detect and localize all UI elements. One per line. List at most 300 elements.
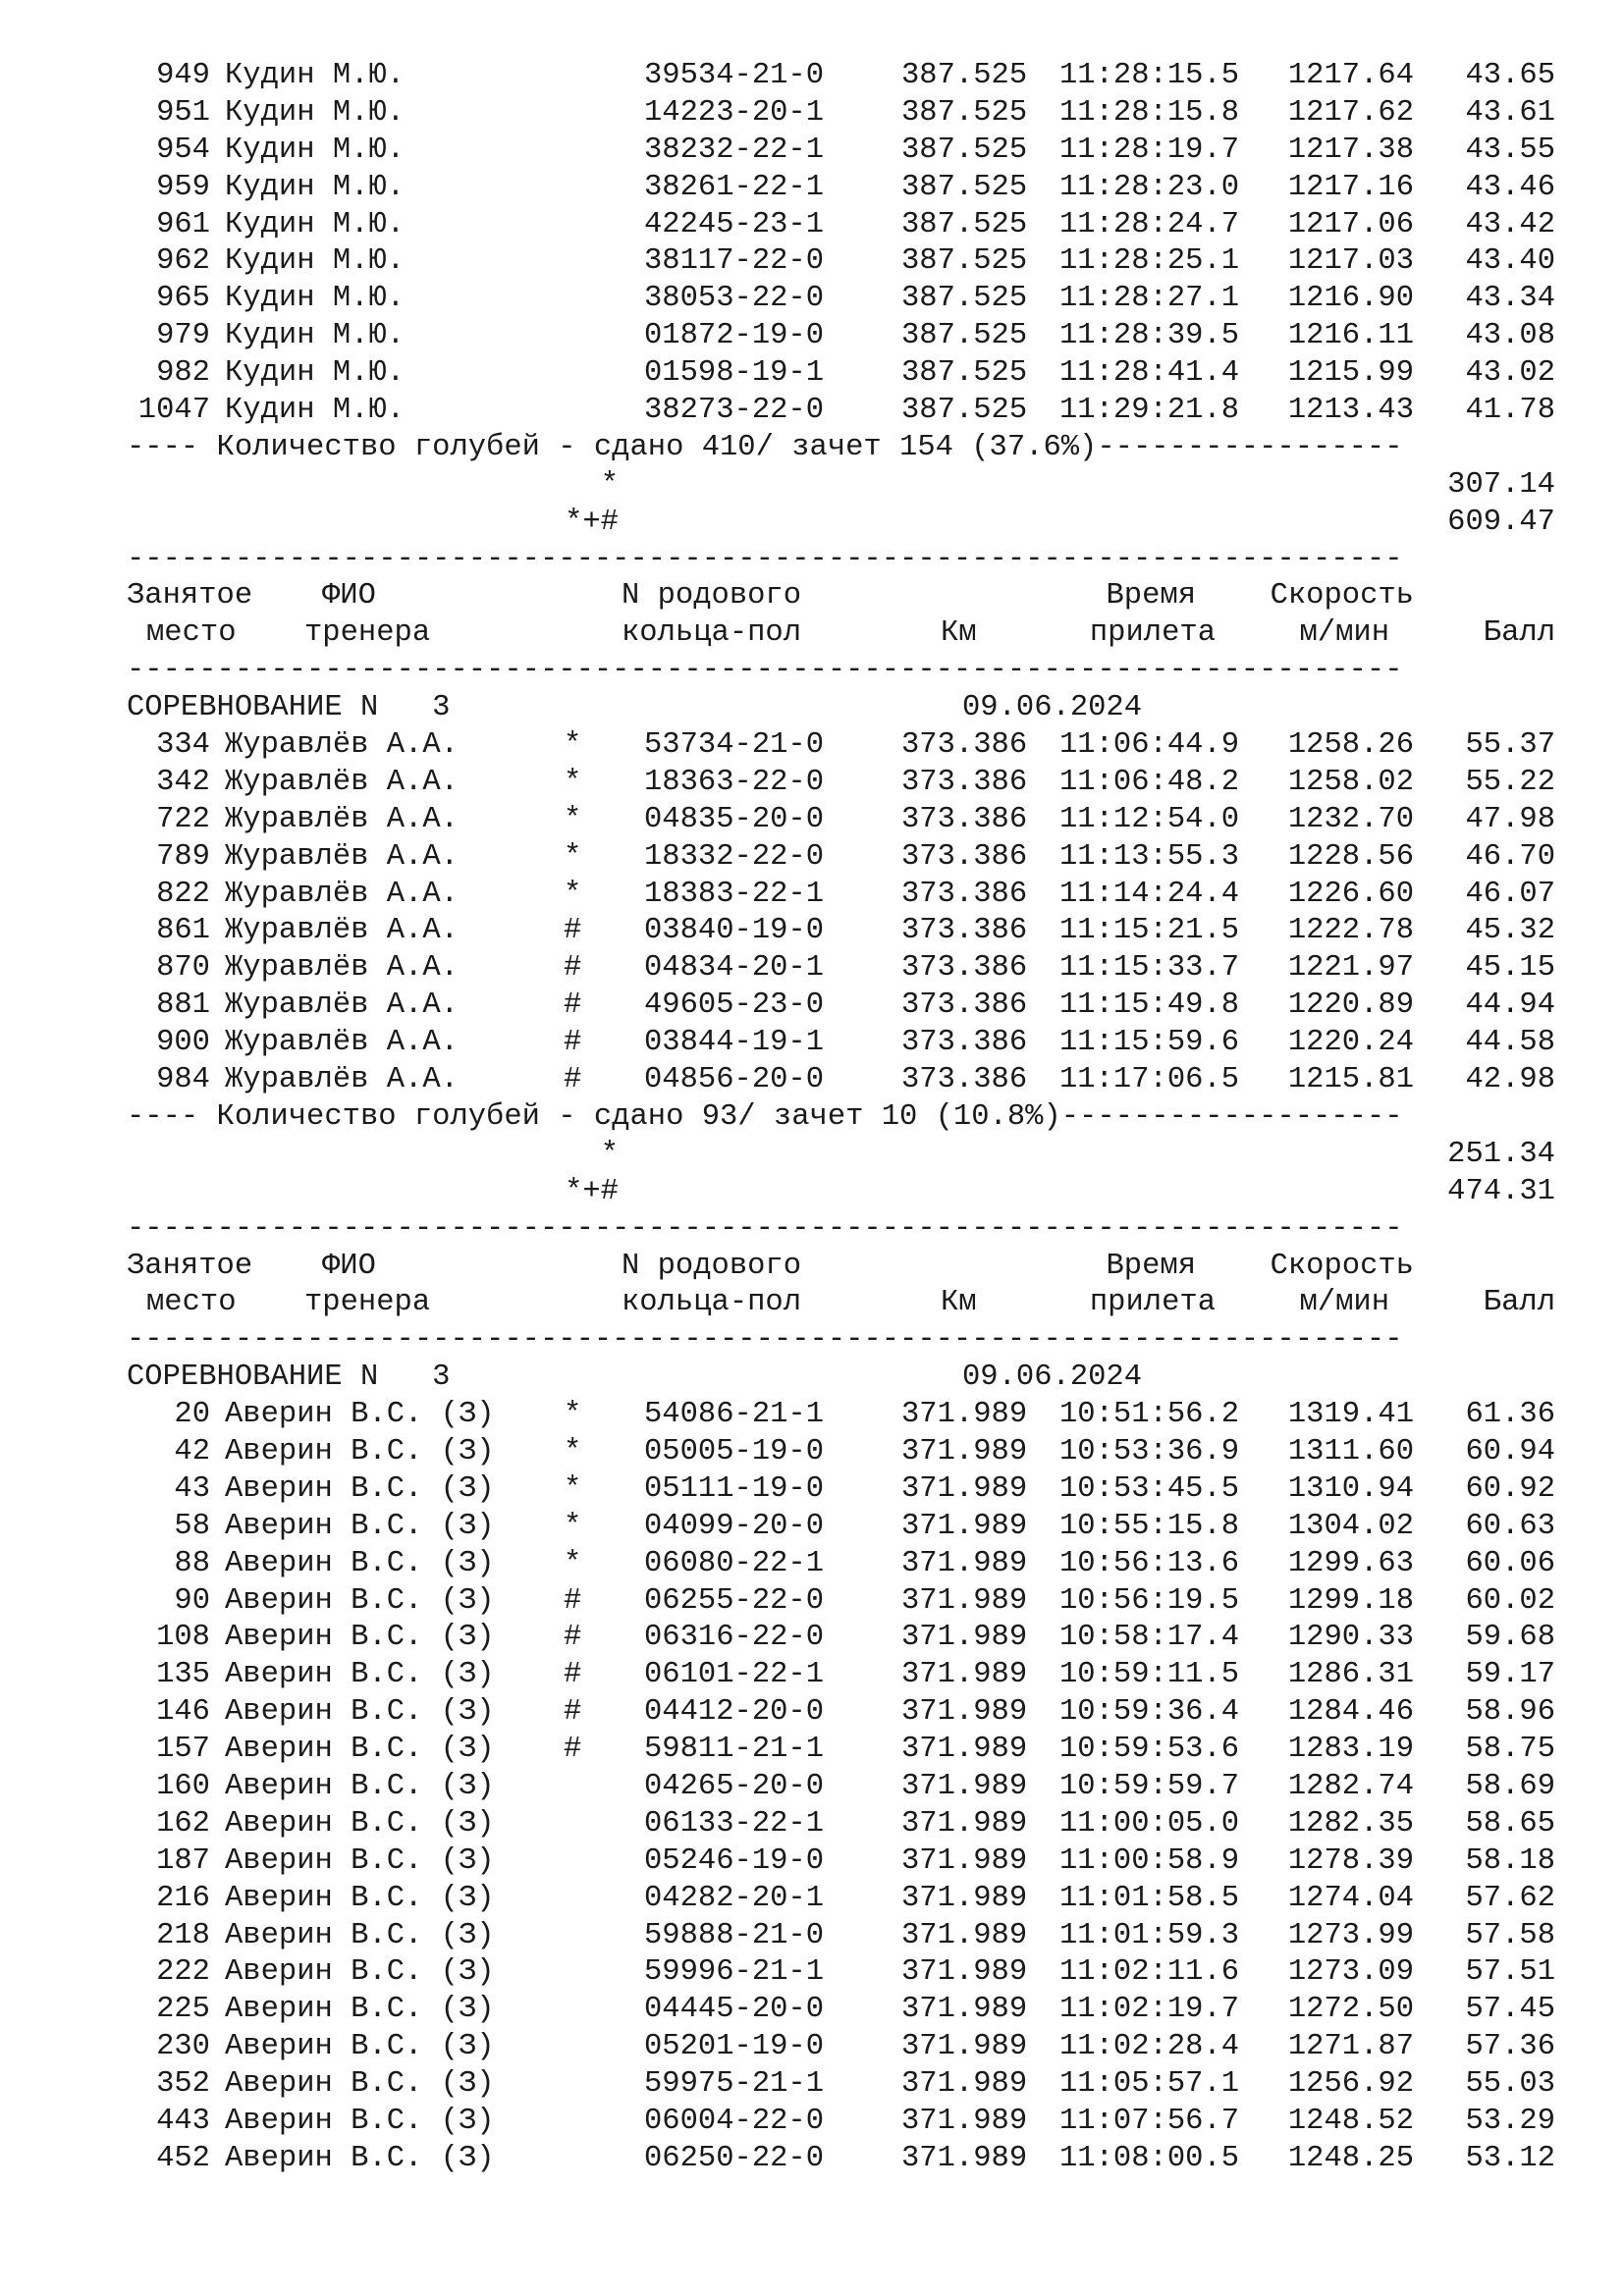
subtotal-label: *+# bbox=[565, 505, 619, 539]
header-row-2 bbox=[0, 1285, 1624, 1322]
score: 43.40 bbox=[1465, 244, 1555, 279]
speed: 1217.03 bbox=[1287, 244, 1414, 279]
score: 45.15 bbox=[1465, 951, 1555, 986]
trainer-name: Аверин В.С. (З) bbox=[225, 1843, 495, 1878]
distance-km: 371.989 bbox=[901, 1733, 1028, 1767]
distance-km: 371.989 bbox=[901, 1471, 1028, 1506]
distance-km: 387.525 bbox=[901, 319, 1028, 353]
subtotal-row bbox=[0, 1174, 1624, 1211]
speed: 1278.39 bbox=[1287, 1843, 1414, 1878]
distance-km: 373.386 bbox=[901, 1063, 1028, 1097]
score: 58.75 bbox=[1465, 1733, 1555, 1767]
table-row bbox=[0, 802, 1624, 839]
table-row bbox=[0, 1694, 1624, 1732]
trainer-name: Кудин М.Ю. bbox=[225, 59, 406, 92]
table-row bbox=[0, 355, 1624, 393]
distance-km: 373.386 bbox=[901, 988, 1028, 1023]
score: 58.18 bbox=[1465, 1843, 1555, 1878]
score: 46.07 bbox=[1465, 877, 1555, 911]
header-speed-2: м/мин bbox=[1299, 616, 1389, 651]
trainer-name: Журавлёв А.А. bbox=[225, 914, 459, 948]
arrival-time: 11:02:28.4 bbox=[1059, 2030, 1240, 2064]
competition-date: 09.06.2024 bbox=[962, 1361, 1143, 1395]
speed: 1319.41 bbox=[1287, 1398, 1414, 1432]
trainer-name: Аверин В.С. (З) bbox=[225, 1806, 495, 1841]
arrival-time: 11:00:05.0 bbox=[1059, 1806, 1240, 1841]
trainer-name: Аверин В.С. (З) bbox=[225, 1398, 495, 1432]
trainer-name: Аверин В.С. (З) bbox=[225, 1769, 495, 1803]
arrival-time: 10:55:15.8 bbox=[1059, 1509, 1240, 1543]
table-row bbox=[0, 1434, 1624, 1471]
place: 722 bbox=[156, 802, 210, 836]
table-row bbox=[0, 727, 1624, 765]
divider-text: ----------------------------------------------------------------------- bbox=[127, 1323, 1403, 1358]
arrival-time: 11:06:48.2 bbox=[1059, 765, 1240, 799]
trainer-name: Кудин М.Ю. bbox=[225, 356, 406, 391]
header-place: Занятое bbox=[127, 579, 253, 614]
ring-number: 06080-22-1 bbox=[644, 1546, 825, 1580]
speed: 1258.26 bbox=[1287, 728, 1414, 763]
arrival-time: 10:59:59.7 bbox=[1059, 1769, 1240, 1803]
speed: 1290.33 bbox=[1287, 1621, 1414, 1655]
distance-km: 387.525 bbox=[901, 59, 1028, 92]
trainer-name: Журавлёв А.А. bbox=[225, 802, 459, 836]
distance-km: 371.989 bbox=[901, 1583, 1028, 1618]
ring-number: 38053-22-0 bbox=[644, 282, 825, 316]
header-score: Балл bbox=[1483, 1286, 1555, 1320]
arrival-time: 10:56:19.5 bbox=[1059, 1583, 1240, 1618]
competition-title: СОРЕВНОВАНИЕ N 3 bbox=[127, 691, 451, 725]
place: 20 bbox=[174, 1398, 210, 1432]
place: 187 bbox=[156, 1843, 210, 1878]
header-time-2: прилета bbox=[1089, 1286, 1216, 1320]
speed: 1217.38 bbox=[1287, 133, 1414, 167]
mark: # bbox=[564, 1063, 582, 1097]
score: 58.65 bbox=[1465, 1806, 1555, 1841]
score: 60.94 bbox=[1465, 1434, 1555, 1468]
speed: 1256.92 bbox=[1287, 2067, 1414, 2102]
score: 47.98 bbox=[1465, 802, 1555, 836]
table-row bbox=[0, 1062, 1624, 1099]
score: 58.96 bbox=[1465, 1695, 1555, 1730]
distance-km: 371.989 bbox=[901, 1918, 1028, 1952]
distance-km: 371.989 bbox=[901, 1658, 1028, 1692]
distance-km: 387.525 bbox=[901, 207, 1028, 241]
speed: 1217.62 bbox=[1287, 95, 1414, 130]
summary-row bbox=[0, 1099, 1624, 1137]
speed: 1299.18 bbox=[1287, 1583, 1414, 1618]
speed: 1213.43 bbox=[1287, 394, 1414, 428]
mark: * bbox=[564, 802, 582, 836]
mark: * bbox=[564, 728, 582, 763]
ring-number: 06133-22-1 bbox=[644, 1806, 825, 1841]
header-row-2 bbox=[0, 615, 1624, 653]
table-row bbox=[0, 1620, 1624, 1657]
distance-km: 371.989 bbox=[901, 1881, 1028, 1915]
header-name-2: тренера bbox=[304, 616, 431, 651]
arrival-time: 10:59:11.5 bbox=[1059, 1658, 1240, 1692]
speed: 1220.89 bbox=[1287, 988, 1414, 1023]
arrival-time: 11:28:15.8 bbox=[1059, 95, 1240, 130]
trainer-name: Журавлёв А.А. bbox=[225, 988, 459, 1023]
place: 146 bbox=[156, 1695, 210, 1730]
place: 58 bbox=[174, 1509, 210, 1543]
score: 61.36 bbox=[1465, 1398, 1555, 1432]
header-place-2: место bbox=[146, 1286, 237, 1320]
arrival-time: 11:08:00.5 bbox=[1059, 2141, 1240, 2175]
header-speed: Скорость bbox=[1270, 1249, 1414, 1283]
table-row bbox=[0, 133, 1624, 170]
speed: 1217.16 bbox=[1287, 170, 1414, 204]
speed: 1273.09 bbox=[1287, 1955, 1414, 1990]
header-time-2: прилета bbox=[1089, 616, 1216, 651]
arrival-time: 11:06:44.9 bbox=[1059, 728, 1240, 763]
ring-number: 18332-22-0 bbox=[644, 839, 825, 874]
place: 959 bbox=[156, 170, 210, 204]
divider-text: ----------------------------------------------------------------------- bbox=[127, 542, 1403, 576]
trainer-name: Аверин В.С. (З) bbox=[225, 1621, 495, 1655]
distance-km: 373.386 bbox=[901, 839, 1028, 874]
distance-km: 371.989 bbox=[901, 1806, 1028, 1841]
distance-km: 373.386 bbox=[901, 765, 1028, 799]
divider-line bbox=[0, 1211, 1624, 1249]
table-row bbox=[0, 988, 1624, 1025]
speed: 1258.02 bbox=[1287, 765, 1414, 799]
ring-number: 01598-19-1 bbox=[644, 356, 825, 391]
speed: 1304.02 bbox=[1287, 1509, 1414, 1543]
mark: * bbox=[564, 1509, 582, 1543]
score: 57.51 bbox=[1465, 1955, 1555, 1990]
place: 88 bbox=[174, 1546, 210, 1580]
score: 42.98 bbox=[1465, 1063, 1555, 1097]
ring-number: 06004-22-0 bbox=[644, 2104, 825, 2138]
table-row bbox=[0, 1397, 1624, 1434]
score: 43.61 bbox=[1465, 95, 1555, 130]
speed: 1216.11 bbox=[1287, 319, 1414, 353]
table-row bbox=[0, 1471, 1624, 1509]
score: 43.42 bbox=[1465, 207, 1555, 241]
place: 216 bbox=[156, 1881, 210, 1915]
speed: 1220.24 bbox=[1287, 1026, 1414, 1060]
speed: 1248.25 bbox=[1287, 2141, 1414, 2175]
speed: 1215.99 bbox=[1287, 356, 1414, 391]
header-score: Балл bbox=[1483, 616, 1555, 651]
ring-number: 18363-22-0 bbox=[644, 765, 825, 799]
distance-km: 387.525 bbox=[901, 133, 1028, 167]
divider-line bbox=[0, 1322, 1624, 1360]
trainer-name: Журавлёв А.А. bbox=[225, 1063, 459, 1097]
score: 57.45 bbox=[1465, 1993, 1555, 2027]
mark: * bbox=[564, 1546, 582, 1580]
table-row bbox=[0, 913, 1624, 950]
speed: 1286.31 bbox=[1287, 1658, 1414, 1692]
subtotal-value: 307.14 bbox=[1447, 467, 1555, 502]
table-row bbox=[0, 58, 1624, 95]
speed: 1284.46 bbox=[1287, 1695, 1414, 1730]
table-row bbox=[0, 1954, 1624, 1992]
ring-number: 05111-19-0 bbox=[644, 1471, 825, 1506]
trainer-name: Аверин В.С. (З) bbox=[225, 1658, 495, 1692]
place: 789 bbox=[156, 839, 210, 874]
place: 870 bbox=[156, 951, 210, 986]
subtotal-label: *+# bbox=[565, 1174, 619, 1208]
arrival-time: 10:59:36.4 bbox=[1059, 1695, 1240, 1730]
speed: 1228.56 bbox=[1287, 839, 1414, 874]
trainer-name: Аверин В.С. (З) bbox=[225, 2141, 495, 2175]
speed: 1217.06 bbox=[1287, 207, 1414, 241]
arrival-time: 11:12:54.0 bbox=[1059, 802, 1240, 836]
ring-number: 18383-22-1 bbox=[644, 877, 825, 911]
score: 57.58 bbox=[1465, 1918, 1555, 1952]
score: 57.62 bbox=[1465, 1881, 1555, 1915]
subtotal-row bbox=[0, 1137, 1624, 1174]
ring-number: 38232-22-1 bbox=[644, 133, 825, 167]
distance-km: 371.989 bbox=[901, 2030, 1028, 2064]
mark: * bbox=[564, 839, 582, 874]
speed: 1282.35 bbox=[1287, 1806, 1414, 1841]
score: 58.69 bbox=[1465, 1769, 1555, 1803]
ring-number: 05246-19-0 bbox=[644, 1843, 825, 1878]
trainer-name: Кудин М.Ю. bbox=[225, 170, 406, 204]
arrival-time: 11:17:06.5 bbox=[1059, 1063, 1240, 1097]
trainer-name: Журавлёв А.А. bbox=[225, 877, 459, 911]
trainer-name: Аверин В.С. (З) bbox=[225, 1509, 495, 1543]
table-row bbox=[0, 281, 1624, 318]
ring-number: 59811-21-1 bbox=[644, 1733, 825, 1767]
ring-number: 53734-21-0 bbox=[644, 728, 825, 763]
trainer-name: Кудин М.Ю. bbox=[225, 95, 406, 130]
table-row bbox=[0, 1918, 1624, 1955]
distance-km: 387.525 bbox=[901, 95, 1028, 130]
trainer-name: Аверин В.С. (З) bbox=[225, 1546, 495, 1580]
header-name: ФИО bbox=[322, 1249, 376, 1283]
ring-number: 04412-20-0 bbox=[644, 1695, 825, 1730]
table-row bbox=[0, 95, 1624, 133]
ring-number: 03840-19-0 bbox=[644, 914, 825, 948]
trainer-name: Аверин В.С. (З) bbox=[225, 1918, 495, 1952]
subtotal-label: * bbox=[600, 467, 619, 502]
score: 41.78 bbox=[1465, 394, 1555, 428]
trainer-name: Журавлёв А.А. bbox=[225, 951, 459, 986]
mark: # bbox=[564, 951, 582, 986]
place: 42 bbox=[174, 1434, 210, 1468]
distance-km: 387.525 bbox=[901, 356, 1028, 391]
table-row bbox=[0, 393, 1624, 430]
place: 900 bbox=[156, 1026, 210, 1060]
header-place-2: место bbox=[146, 616, 237, 651]
mark: # bbox=[564, 914, 582, 948]
speed: 1282.74 bbox=[1287, 1769, 1414, 1803]
divider-text: ----------------------------------------------------------------------- bbox=[127, 1211, 1403, 1246]
place: 984 bbox=[156, 1063, 210, 1097]
distance-km: 373.386 bbox=[901, 914, 1028, 948]
speed: 1217.64 bbox=[1287, 59, 1414, 92]
mark: # bbox=[564, 1658, 582, 1692]
speed: 1222.78 bbox=[1287, 914, 1414, 948]
arrival-time: 11:28:25.1 bbox=[1059, 244, 1240, 279]
trainer-name: Аверин В.С. (З) bbox=[225, 1733, 495, 1767]
arrival-time: 11:15:59.6 bbox=[1059, 1026, 1240, 1060]
competition-title: СОРЕВНОВАНИЕ N 3 bbox=[127, 1361, 451, 1395]
trainer-name: Аверин В.С. (З) bbox=[225, 2067, 495, 2102]
mark: * bbox=[564, 877, 582, 911]
arrival-time: 11:28:27.1 bbox=[1059, 282, 1240, 316]
table-row bbox=[0, 1806, 1624, 1843]
arrival-time: 10:53:45.5 bbox=[1059, 1471, 1240, 1506]
header-ring: N родового bbox=[622, 1249, 802, 1283]
ring-number: 14223-20-1 bbox=[644, 95, 825, 130]
score: 43.02 bbox=[1465, 356, 1555, 391]
score: 53.12 bbox=[1465, 2141, 1555, 2175]
table-row bbox=[0, 2104, 1624, 2141]
score: 43.55 bbox=[1465, 133, 1555, 167]
table-row bbox=[0, 1583, 1624, 1621]
place: 961 bbox=[156, 207, 210, 241]
ring-number: 54086-21-1 bbox=[644, 1398, 825, 1432]
ring-number: 59975-21-1 bbox=[644, 2067, 825, 2102]
subtotal-value: 609.47 bbox=[1447, 505, 1555, 539]
score: 55.03 bbox=[1465, 2067, 1555, 2102]
arrival-time: 11:28:19.7 bbox=[1059, 133, 1240, 167]
arrival-time: 11:02:19.7 bbox=[1059, 1993, 1240, 2027]
ring-number: 38117-22-0 bbox=[644, 244, 825, 279]
table-row bbox=[0, 1881, 1624, 1918]
mark: * bbox=[564, 1471, 582, 1506]
mark: # bbox=[564, 1026, 582, 1060]
pigeon-count-summary: ---- Количество голубей - сдано 410/ зачет 154 (37.6%)----------------- bbox=[127, 430, 1403, 464]
table-row bbox=[0, 2029, 1624, 2066]
ring-number: 04834-20-1 bbox=[644, 951, 825, 986]
score: 53.29 bbox=[1465, 2104, 1555, 2138]
speed: 1273.99 bbox=[1287, 1918, 1414, 1952]
mark: # bbox=[564, 1733, 582, 1767]
place: 225 bbox=[156, 1993, 210, 2027]
distance-km: 387.525 bbox=[901, 170, 1028, 204]
mark: * bbox=[564, 765, 582, 799]
distance-km: 371.989 bbox=[901, 2067, 1028, 2102]
table-row bbox=[0, 1657, 1624, 1694]
divider-line bbox=[0, 653, 1624, 690]
arrival-time: 11:15:21.5 bbox=[1059, 914, 1240, 948]
distance-km: 373.386 bbox=[901, 1026, 1028, 1060]
place: 443 bbox=[156, 2104, 210, 2138]
table-row bbox=[0, 1992, 1624, 2029]
score: 60.63 bbox=[1465, 1509, 1555, 1543]
speed: 1283.19 bbox=[1287, 1733, 1414, 1767]
speed: 1221.97 bbox=[1287, 951, 1414, 986]
subtotal-value: 474.31 bbox=[1447, 1174, 1555, 1208]
subtotal-value: 251.34 bbox=[1447, 1137, 1555, 1171]
speed: 1299.63 bbox=[1287, 1546, 1414, 1580]
ring-number: 38261-22-1 bbox=[644, 170, 825, 204]
table-row bbox=[0, 207, 1624, 244]
trainer-name: Кудин М.Ю. bbox=[225, 319, 406, 353]
table-row bbox=[0, 243, 1624, 281]
table-row bbox=[0, 1769, 1624, 1806]
distance-km: 371.989 bbox=[901, 1769, 1028, 1803]
mark: * bbox=[564, 1434, 582, 1468]
subtotal-row bbox=[0, 505, 1624, 542]
header-speed: Скорость bbox=[1270, 579, 1414, 614]
distance-km: 371.989 bbox=[901, 1398, 1028, 1432]
place: 342 bbox=[156, 765, 210, 799]
header-place: Занятое bbox=[127, 1249, 253, 1283]
place: 962 bbox=[156, 244, 210, 279]
table-row bbox=[0, 1843, 1624, 1881]
header-name-2: тренера bbox=[304, 1286, 431, 1320]
ring-number: 06250-22-0 bbox=[644, 2141, 825, 2175]
trainer-name: Журавлёв А.А. bbox=[225, 839, 459, 874]
distance-km: 371.989 bbox=[901, 1509, 1028, 1543]
arrival-time: 11:28:39.5 bbox=[1059, 319, 1240, 353]
speed: 1215.81 bbox=[1287, 1063, 1414, 1097]
speed: 1311.60 bbox=[1287, 1434, 1414, 1468]
trainer-name: Аверин В.С. (З) bbox=[225, 2104, 495, 2138]
ring-number: 05005-19-0 bbox=[644, 1434, 825, 1468]
table-row bbox=[0, 839, 1624, 877]
trainer-name: Журавлёв А.А. bbox=[225, 765, 459, 799]
trainer-name: Аверин В.С. (З) bbox=[225, 1881, 495, 1915]
trainer-name: Аверин В.С. (З) bbox=[225, 1471, 495, 1506]
distance-km: 371.989 bbox=[901, 1546, 1028, 1580]
arrival-time: 11:01:58.5 bbox=[1059, 1881, 1240, 1915]
distance-km: 373.386 bbox=[901, 728, 1028, 763]
place: 452 bbox=[156, 2141, 210, 2175]
distance-km: 371.989 bbox=[901, 2104, 1028, 2138]
table-row bbox=[0, 765, 1624, 802]
arrival-time: 11:15:49.8 bbox=[1059, 988, 1240, 1023]
score: 43.08 bbox=[1465, 319, 1555, 353]
arrival-time: 11:28:24.7 bbox=[1059, 207, 1240, 241]
arrival-time: 11:28:15.5 bbox=[1059, 59, 1240, 92]
header-ring: N родового bbox=[622, 579, 802, 614]
place: 230 bbox=[156, 2030, 210, 2064]
distance-km: 387.525 bbox=[901, 282, 1028, 316]
speed: 1248.52 bbox=[1287, 2104, 1414, 2138]
place: 1047 bbox=[137, 394, 210, 428]
score: 55.22 bbox=[1465, 765, 1555, 799]
distance-km: 371.989 bbox=[901, 2141, 1028, 2175]
score: 60.02 bbox=[1465, 1583, 1555, 1618]
place: 352 bbox=[156, 2067, 210, 2102]
score: 59.17 bbox=[1465, 1658, 1555, 1692]
ring-number: 49605-23-0 bbox=[644, 988, 825, 1023]
place: 108 bbox=[156, 1621, 210, 1655]
place: 218 bbox=[156, 1918, 210, 1952]
trainer-name: Аверин В.С. (З) bbox=[225, 2030, 495, 2064]
arrival-time: 11:29:21.8 bbox=[1059, 394, 1240, 428]
distance-km: 371.989 bbox=[901, 1955, 1028, 1990]
header-km: Км bbox=[941, 1286, 977, 1320]
ring-number: 06101-22-1 bbox=[644, 1658, 825, 1692]
trainer-name: Журавлёв А.А. bbox=[225, 728, 459, 763]
place: 162 bbox=[156, 1806, 210, 1841]
trainer-name: Кудин М.Ю. bbox=[225, 282, 406, 316]
speed: 1216.90 bbox=[1287, 282, 1414, 316]
score: 43.65 bbox=[1465, 59, 1555, 92]
trainer-name: Журавлёв А.А. bbox=[225, 1026, 459, 1060]
table-row bbox=[0, 1546, 1624, 1583]
divider-line bbox=[0, 542, 1624, 579]
competition-row bbox=[0, 1360, 1624, 1397]
speed: 1272.50 bbox=[1287, 1993, 1414, 2027]
arrival-time: 10:58:17.4 bbox=[1059, 1621, 1240, 1655]
score: 44.58 bbox=[1465, 1026, 1555, 1060]
speed: 1274.04 bbox=[1287, 1881, 1414, 1915]
place: 334 bbox=[156, 728, 210, 763]
table-row bbox=[0, 2141, 1624, 2178]
table-row bbox=[0, 318, 1624, 355]
